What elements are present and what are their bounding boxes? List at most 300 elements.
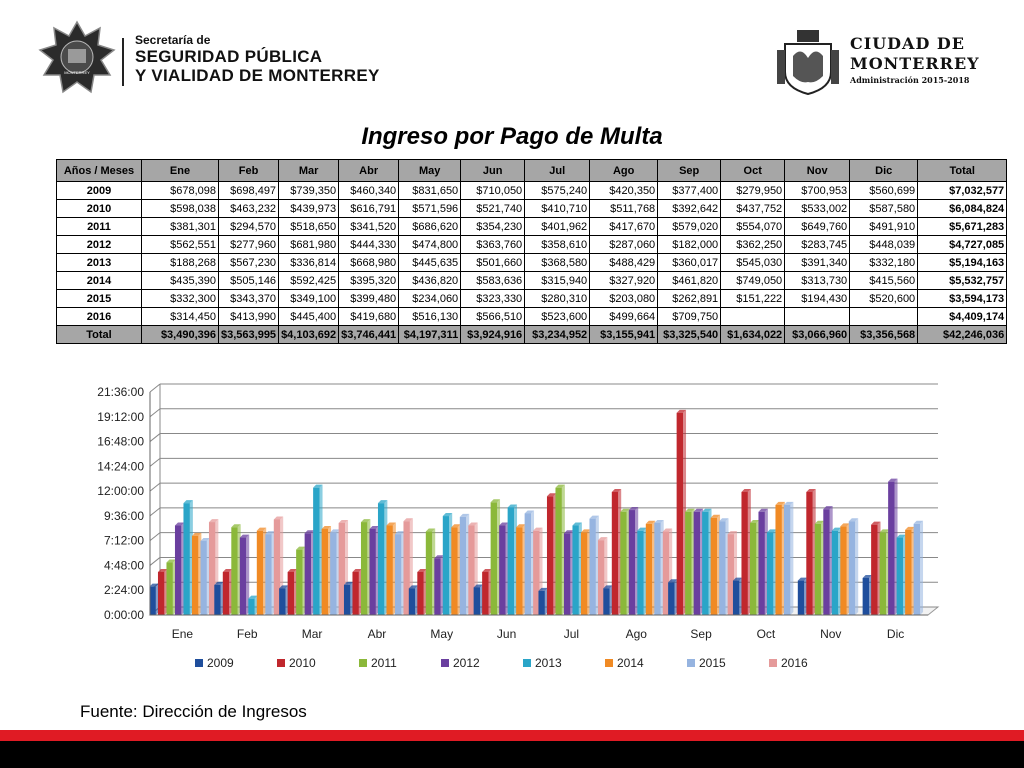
x-tick-label: Ago — [625, 627, 647, 641]
bar — [555, 488, 561, 615]
value-cell: $698,497 — [219, 182, 279, 200]
table-body — [57, 182, 1007, 344]
table-header-cell: Total — [918, 160, 1007, 182]
month-total-cell: $3,066,960 — [785, 326, 850, 344]
year-total-cell: $5,671,283 — [918, 218, 1007, 236]
value-cell: $262,891 — [658, 290, 721, 308]
gridline-side — [150, 557, 160, 565]
bar — [344, 585, 350, 615]
legend-swatch — [605, 659, 613, 667]
value-cell: $332,300 — [142, 290, 219, 308]
value-cell: $554,070 — [721, 218, 785, 236]
bar — [711, 518, 717, 615]
city-coat-of-arms-logo — [775, 26, 841, 96]
bar — [897, 538, 903, 615]
table-header-cell: Abr — [339, 160, 399, 182]
bar — [460, 517, 466, 615]
legend-label: 2012 — [453, 656, 480, 670]
x-tick-label: Jul — [563, 627, 580, 641]
year-total-cell: $4,727,085 — [918, 236, 1007, 254]
y-tick-label: 2:24:00 — [103, 583, 144, 598]
value-cell: $518,650 — [279, 218, 339, 236]
value-cell: $377,400 — [658, 182, 721, 200]
value-cell: $739,350 — [279, 182, 339, 200]
year-cell: 2013 — [57, 254, 142, 272]
city-administration: Administración 2015-2018 — [850, 75, 970, 85]
bar — [378, 503, 384, 615]
value-cell: $445,400 — [279, 308, 339, 326]
x-tick-label: Abr — [367, 627, 387, 641]
legend-label: 2015 — [699, 656, 726, 670]
bar — [677, 413, 683, 615]
bar — [525, 513, 531, 615]
year-cell: 2009 — [57, 182, 142, 200]
value-cell: $381,301 — [142, 218, 219, 236]
bar — [279, 588, 285, 615]
month-total-cell: $3,356,568 — [850, 326, 918, 344]
bar — [685, 512, 691, 615]
bar — [612, 492, 618, 615]
bar — [905, 530, 911, 615]
value-cell: $354,230 — [461, 218, 525, 236]
table-row — [57, 272, 1007, 290]
value-cell: $505,146 — [219, 272, 279, 290]
bar — [572, 526, 578, 615]
bar — [775, 505, 781, 615]
gridline-side — [150, 434, 160, 442]
value-cell: $419,680 — [339, 308, 399, 326]
value-cell: $749,050 — [721, 272, 785, 290]
value-cell: $420,350 — [590, 182, 658, 200]
year-cell: 2011 — [57, 218, 142, 236]
year-total-cell: $5,194,163 — [918, 254, 1007, 272]
value-cell: $460,340 — [339, 182, 399, 200]
value-cell: $395,320 — [339, 272, 399, 290]
month-total-cell: $1,634,022 — [721, 326, 785, 344]
legend-label: 2010 — [289, 656, 316, 670]
value-cell: $700,953 — [785, 182, 850, 200]
bar — [798, 581, 804, 615]
value-cell: $332,180 — [850, 254, 918, 272]
bar — [767, 532, 773, 615]
month-total-cell: $3,746,441 — [339, 326, 399, 344]
table-row — [57, 290, 1007, 308]
value-cell: $436,820 — [399, 272, 461, 290]
bar — [702, 512, 708, 615]
y-tick-label: 9:36:00 — [103, 508, 144, 523]
value-cell: $315,940 — [525, 272, 590, 290]
value-cell: $709,750 — [658, 308, 721, 326]
table-row — [57, 254, 1007, 272]
income-bar-chart — [60, 378, 940, 698]
table-header-cell: Jun — [461, 160, 525, 182]
bar — [733, 581, 739, 615]
bar — [668, 582, 674, 615]
month-total-cell: $3,325,540 — [658, 326, 721, 344]
value-cell: $437,752 — [721, 200, 785, 218]
value-cell: $294,570 — [219, 218, 279, 236]
value-cell: $194,430 — [785, 290, 850, 308]
value-cell: $391,340 — [785, 254, 850, 272]
value-cell: $368,580 — [525, 254, 590, 272]
value-cell: $516,130 — [399, 308, 461, 326]
month-total-cell: $4,103,692 — [279, 326, 339, 344]
value-cell: $363,760 — [461, 236, 525, 254]
value-cell: $592,425 — [279, 272, 339, 290]
table-header-cell: Sep — [658, 160, 721, 182]
value-cell: $681,980 — [279, 236, 339, 254]
x-tick-label: Feb — [236, 627, 258, 641]
y-tick-label: 21:36:00 — [97, 385, 144, 399]
value-cell: $562,551 — [142, 236, 219, 254]
legend-swatch — [359, 659, 367, 667]
table-header-cell: May — [399, 160, 461, 182]
bar — [223, 572, 229, 615]
bar — [840, 526, 846, 615]
legend-swatch — [195, 659, 203, 667]
y-tick-label: 14:24:00 — [97, 459, 144, 474]
bar — [646, 524, 652, 615]
value-cell: $511,768 — [590, 200, 658, 218]
bar — [888, 482, 894, 615]
legend-label: 2014 — [617, 656, 644, 670]
bar — [589, 519, 595, 615]
grand-total-cell: $42,246,036 — [918, 326, 1007, 344]
table-row — [57, 308, 1007, 326]
bar — [637, 531, 643, 615]
bar — [823, 509, 829, 615]
legend-swatch — [769, 659, 777, 667]
value-cell: $678,098 — [142, 182, 219, 200]
bar — [248, 599, 254, 615]
table-header-row — [57, 160, 1007, 182]
value-cell: $151,222 — [721, 290, 785, 308]
x-tick-label: May — [430, 627, 454, 641]
table-header-cell: Oct — [721, 160, 785, 182]
value-cell: $327,920 — [590, 272, 658, 290]
bar — [417, 572, 423, 615]
bar — [200, 541, 206, 615]
value-cell: $461,820 — [658, 272, 721, 290]
y-tick-label: 4:48:00 — [103, 558, 144, 573]
value-cell: $488,429 — [590, 254, 658, 272]
y-tick-label: 16:48:00 — [97, 434, 144, 449]
data-table — [56, 159, 1007, 344]
value-cell: $616,791 — [339, 200, 399, 218]
bar — [305, 533, 311, 615]
x-tick-label: Mar — [301, 627, 323, 641]
y-tick-label: 7:12:00 — [103, 533, 144, 548]
bar — [214, 585, 220, 615]
table-header-cell: Jul — [525, 160, 590, 182]
value-cell: $598,038 — [142, 200, 219, 218]
value-cell: $668,980 — [339, 254, 399, 272]
bar — [871, 525, 877, 615]
value-cell: $203,080 — [590, 290, 658, 308]
x-tick-label: Dic — [886, 627, 905, 641]
value-cell: $392,642 — [658, 200, 721, 218]
value-cell: $575,240 — [525, 182, 590, 200]
bar — [719, 521, 725, 615]
city-name — [850, 34, 980, 85]
value-cell: $417,670 — [590, 218, 658, 236]
value-cell: $287,060 — [590, 236, 658, 254]
bar — [192, 536, 198, 615]
month-total-cell: $4,197,311 — [399, 326, 461, 344]
y-tick-label: 12:00:00 — [97, 484, 144, 499]
table-header-cell: Años / Meses — [57, 160, 142, 182]
bar — [175, 526, 181, 615]
chart-legend — [195, 656, 808, 670]
agency-line-1: Secretaría de — [135, 33, 211, 47]
legend-label: 2011 — [371, 656, 397, 670]
police-badge-logo — [38, 20, 116, 94]
bar — [482, 572, 488, 615]
value-cell: $314,450 — [142, 308, 219, 326]
bar — [265, 534, 271, 615]
value-cell: $523,600 — [525, 308, 590, 326]
bar — [240, 538, 246, 615]
value-cell: $521,740 — [461, 200, 525, 218]
value-cell: $360,017 — [658, 254, 721, 272]
x-tick-label: Oct — [756, 627, 776, 641]
bar — [741, 492, 747, 615]
chart-bars — [149, 410, 923, 615]
agency-line-2: SEGURIDAD PÚBLICA — [135, 47, 323, 66]
value-cell: $583,636 — [461, 272, 525, 290]
bar — [231, 527, 237, 615]
bar — [508, 507, 514, 615]
value-cell: $341,520 — [339, 218, 399, 236]
bar-side — [790, 502, 793, 615]
legend-swatch — [277, 659, 285, 667]
value-cell: $358,610 — [525, 236, 590, 254]
bar — [499, 526, 505, 615]
bar — [880, 532, 886, 615]
bar — [806, 492, 812, 615]
month-total-cell: $3,924,916 — [461, 326, 525, 344]
bar-side — [855, 518, 858, 615]
month-total-cell: $3,155,941 — [590, 326, 658, 344]
bar — [491, 502, 497, 615]
bar — [369, 529, 375, 615]
value-cell — [785, 308, 850, 326]
value-cell: $560,699 — [850, 182, 918, 200]
value-cell: $587,580 — [850, 200, 918, 218]
bar — [603, 588, 609, 615]
table-header-cell: Ago — [590, 160, 658, 182]
value-cell: $520,600 — [850, 290, 918, 308]
value-cell: $349,100 — [279, 290, 339, 308]
table-header-cell: Mar — [279, 160, 339, 182]
value-cell: $474,800 — [399, 236, 461, 254]
bar — [443, 516, 449, 615]
value-cell: $280,310 — [525, 290, 590, 308]
gridline-side — [150, 384, 160, 392]
bar — [352, 572, 358, 615]
value-cell: $831,650 — [399, 182, 461, 200]
footer-red-band — [0, 730, 1024, 741]
bar — [654, 523, 660, 615]
legend-label: 2009 — [207, 656, 234, 670]
year-total-cell: $3,594,173 — [918, 290, 1007, 308]
value-cell: $413,990 — [219, 308, 279, 326]
header — [0, 0, 1024, 120]
city-line-2: MONTERREY — [850, 54, 980, 73]
table-row — [57, 236, 1007, 254]
month-total-cell: $3,563,995 — [219, 326, 279, 344]
value-cell: $362,250 — [721, 236, 785, 254]
value-cell: $710,050 — [461, 182, 525, 200]
x-tick-label: Ene — [171, 627, 194, 641]
year-cell: 2010 — [57, 200, 142, 218]
month-total-cell: $3,234,952 — [525, 326, 590, 344]
year-total-cell: $7,032,577 — [918, 182, 1007, 200]
value-cell: $445,635 — [399, 254, 461, 272]
bar — [750, 523, 756, 615]
bar — [426, 532, 432, 615]
value-cell: $463,232 — [219, 200, 279, 218]
gridline-side — [150, 533, 160, 541]
gridline-side — [150, 508, 160, 516]
value-cell: $501,660 — [461, 254, 525, 272]
bar — [516, 527, 522, 615]
table-header-cell: Nov — [785, 160, 850, 182]
value-cell: $401,962 — [525, 218, 590, 236]
footer-black-band — [0, 741, 1024, 768]
gridline-side — [150, 483, 160, 491]
table-row — [57, 182, 1007, 200]
gridline-side — [150, 409, 160, 417]
city-line-1: CIUDAD DE — [850, 34, 965, 53]
bar — [288, 572, 294, 615]
year-cell: 2015 — [57, 290, 142, 308]
value-cell: $435,390 — [142, 272, 219, 290]
year-cell: 2012 — [57, 236, 142, 254]
bar — [296, 550, 302, 615]
year-total-cell: $6,084,824 — [918, 200, 1007, 218]
bar — [784, 505, 790, 615]
value-cell: $567,230 — [219, 254, 279, 272]
bar — [620, 512, 626, 615]
legend-swatch — [523, 659, 531, 667]
y-tick-label: 0:00:00 — [103, 608, 144, 622]
table-row — [57, 200, 1007, 218]
value-cell: $323,330 — [461, 290, 525, 308]
year-total-cell: $5,532,757 — [918, 272, 1007, 290]
table-header-cell: Feb — [219, 160, 279, 182]
x-tick-label: Jun — [496, 627, 517, 641]
value-cell: $499,664 — [590, 308, 658, 326]
value-cell: $313,730 — [785, 272, 850, 290]
value-cell: $277,960 — [219, 236, 279, 254]
value-cell: $491,910 — [850, 218, 918, 236]
bar — [564, 533, 570, 615]
value-cell: $279,950 — [721, 182, 785, 200]
value-cell: $343,370 — [219, 290, 279, 308]
value-cell: $283,745 — [785, 236, 850, 254]
bar — [313, 488, 319, 615]
value-cell: $444,330 — [339, 236, 399, 254]
value-cell: $336,814 — [279, 254, 339, 272]
bar — [257, 531, 263, 615]
bar — [863, 578, 869, 615]
bar — [832, 531, 838, 615]
legend-swatch — [441, 659, 449, 667]
value-cell: $686,620 — [399, 218, 461, 236]
value-cell: $571,596 — [399, 200, 461, 218]
value-cell: $545,030 — [721, 254, 785, 272]
bar — [474, 587, 480, 615]
x-tick-label: Nov — [820, 627, 842, 641]
value-cell: $579,020 — [658, 218, 721, 236]
value-cell: $234,060 — [399, 290, 461, 308]
legend-swatch — [687, 659, 695, 667]
bar — [434, 558, 440, 615]
bar — [451, 527, 457, 615]
value-cell: $439,973 — [279, 200, 339, 218]
bar — [361, 522, 367, 615]
bar — [386, 526, 392, 615]
value-cell: $649,760 — [785, 218, 850, 236]
value-cell — [850, 308, 918, 326]
value-cell: $566,510 — [461, 308, 525, 326]
y-tick-label: 19:12:00 — [97, 409, 144, 424]
bar-side — [920, 521, 923, 615]
page-title: Ingreso por Pago de Multa — [361, 123, 663, 150]
bar — [158, 572, 164, 615]
value-cell: $415,560 — [850, 272, 918, 290]
bar — [183, 503, 189, 615]
value-cell: $188,268 — [142, 254, 219, 272]
bar — [322, 529, 328, 615]
year-total-cell: $4,409,174 — [918, 308, 1007, 326]
table-header-cell: Dic — [850, 160, 918, 182]
agency-name — [135, 33, 380, 85]
legend-label: 2013 — [535, 656, 562, 670]
legend-label: 2016 — [781, 656, 808, 670]
year-cell: 2014 — [57, 272, 142, 290]
source-note: Fuente: Dirección de Ingresos — [80, 702, 307, 721]
bar — [581, 532, 587, 615]
total-label-cell: Total — [57, 326, 142, 344]
value-cell: $399,480 — [339, 290, 399, 308]
value-cell — [721, 308, 785, 326]
value-cell: $448,039 — [850, 236, 918, 254]
x-tick-label: Sep — [690, 627, 712, 641]
bar — [815, 524, 821, 615]
gridline-side — [150, 458, 160, 466]
bar — [330, 532, 336, 615]
bar — [409, 588, 415, 615]
month-total-cell: $3,490,396 — [142, 326, 219, 344]
bar — [166, 563, 172, 615]
value-cell: $182,000 — [658, 236, 721, 254]
badge-text: MONTERREY — [64, 70, 90, 75]
bar — [758, 512, 764, 615]
bar — [914, 524, 920, 615]
bar — [538, 591, 544, 615]
table-header-cell: Ene — [142, 160, 219, 182]
bar — [547, 496, 553, 615]
table-total-row — [57, 326, 1007, 344]
bar — [629, 510, 635, 615]
table-row — [57, 218, 1007, 236]
agency-line-3: Y VIALIDAD DE MONTERREY — [135, 66, 380, 85]
bar — [395, 534, 401, 615]
value-cell: $533,002 — [785, 200, 850, 218]
bar — [694, 512, 700, 615]
